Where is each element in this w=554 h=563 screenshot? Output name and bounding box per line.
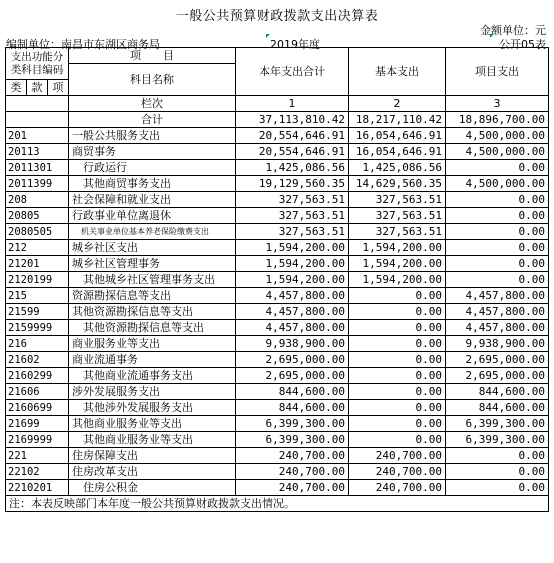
row-name: 住房公积金 [69, 480, 236, 496]
table-row [6, 192, 549, 208]
row-basic: 16,054,646.91 [349, 144, 446, 160]
row-project: 0.00 [446, 208, 549, 224]
header-blank [6, 96, 69, 112]
row-basic: 1,594,200.00 [349, 256, 446, 272]
table-row [6, 400, 549, 416]
row-basic: 240,700.00 [349, 464, 446, 480]
header-kuan: 款 [27, 80, 48, 96]
row-total: 327,563.51 [236, 224, 349, 240]
row-name: 其他商业服务业等支出 [69, 416, 236, 432]
row-project: 4,457,800.00 [446, 288, 549, 304]
row-total: 2,695,000.00 [236, 368, 349, 384]
row-total: 6,399,300.00 [236, 416, 349, 432]
row-basic: 0.00 [349, 304, 446, 320]
row-code: 201 [6, 128, 69, 144]
row-code: 212 [6, 240, 69, 256]
row-name: 城乡社区支出 [69, 240, 236, 256]
header-col2: 2 [349, 96, 446, 112]
row-project: 4,500,000.00 [446, 144, 549, 160]
row-basic: 0.00 [349, 336, 446, 352]
footer-note: 注：本表反映部门本年度一般公共预算财政拨款支出情况。 [6, 496, 549, 512]
row-basic: 0.00 [349, 416, 446, 432]
table-row [6, 352, 549, 368]
row-code: 216 [6, 336, 69, 352]
table-row [6, 416, 549, 432]
sum-label: 合计 [69, 112, 236, 128]
form-number: 公开05表 [499, 38, 546, 51]
row-code: 21201 [6, 256, 69, 272]
row-code: 221 [6, 448, 69, 464]
row-total: 1,594,200.00 [236, 256, 349, 272]
row-code: 2120199 [6, 272, 69, 288]
cell-marker-icon [266, 34, 270, 38]
row-project: 6,399,300.00 [446, 416, 549, 432]
table-row [6, 304, 549, 320]
row-basic: 0.00 [349, 288, 446, 304]
row-name: 涉外发展服务支出 [69, 384, 236, 400]
row-name: 其他城乡社区管理事务支出 [69, 272, 236, 288]
table-row [6, 176, 549, 192]
row-basic: 327,563.51 [349, 208, 446, 224]
row-name: 资源勘探信息等支出 [69, 288, 236, 304]
table-row [6, 288, 549, 304]
row-total: 4,457,800.00 [236, 320, 349, 336]
reporting-org: 编制单位：南昌市东湖区商务局 [6, 38, 160, 51]
row-basic: 16,054,646.91 [349, 128, 446, 144]
row-project: 4,457,800.00 [446, 304, 549, 320]
row-code: 20113 [6, 144, 69, 160]
table-row [6, 128, 549, 144]
row-project: 0.00 [446, 256, 549, 272]
table-row [6, 320, 549, 336]
row-project: 844,600.00 [446, 400, 549, 416]
row-total: 327,563.51 [236, 192, 349, 208]
row-total: 9,938,900.00 [236, 336, 349, 352]
row-name: 行政运行 [69, 160, 236, 176]
row-code: 2160299 [6, 368, 69, 384]
cell-marker-icon [490, 34, 494, 38]
row-name: 其他资源勘探信息等支出 [69, 320, 236, 336]
header-total: 本年支出合计 [236, 48, 349, 96]
row-name: 商业服务业等支出 [69, 336, 236, 352]
row-code: 208 [6, 192, 69, 208]
row-code: 22102 [6, 464, 69, 480]
row-name: 一般公共服务支出 [69, 128, 236, 144]
row-basic: 0.00 [349, 352, 446, 368]
sum-project: 18,896,700.00 [446, 112, 549, 128]
table-row [6, 224, 549, 240]
row-code: 2160699 [6, 400, 69, 416]
table-row [6, 464, 549, 480]
row-project: 6,399,300.00 [446, 432, 549, 448]
row-total: 20,554,646.91 [236, 144, 349, 160]
row-name: 住房保障支出 [69, 448, 236, 464]
row-project: 2,695,000.00 [446, 368, 549, 384]
table-row [6, 480, 549, 496]
row-basic: 0.00 [349, 368, 446, 384]
header-subject-name: 科目名称 [69, 64, 236, 96]
sum-total: 37,113,810.42 [236, 112, 349, 128]
table-row [6, 144, 549, 160]
row-total: 240,700.00 [236, 464, 349, 480]
row-basic: 240,700.00 [349, 480, 446, 496]
row-project: 0.00 [446, 160, 549, 176]
row-code: 2011301 [6, 160, 69, 176]
sum-basic: 18,217,110.42 [349, 112, 446, 128]
row-project: 4,500,000.00 [446, 176, 549, 192]
row-code: 2210201 [6, 480, 69, 496]
header-basic: 基本支出 [349, 48, 446, 96]
expenditure-table [5, 47, 549, 512]
row-name: 社会保障和就业支出 [69, 192, 236, 208]
row-project: 844,600.00 [446, 384, 549, 400]
row-name: 其他商业流通事务支出 [69, 368, 236, 384]
row-project: 9,938,900.00 [446, 336, 549, 352]
row-basic: 1,594,200.00 [349, 272, 446, 288]
row-project: 0.00 [446, 480, 549, 496]
row-code: 2169999 [6, 432, 69, 448]
row-project: 4,500,000.00 [446, 128, 549, 144]
row-name: 商业流通事务 [69, 352, 236, 368]
table-row [6, 384, 549, 400]
fiscal-year: 2019年度 [270, 38, 320, 51]
table-row [6, 368, 549, 384]
row-name: 其他商业服务业等支出 [69, 432, 236, 448]
table-footer [6, 496, 549, 512]
row-code: 21602 [6, 352, 69, 368]
row-total: 4,457,800.00 [236, 288, 349, 304]
row-total: 19,129,560.35 [236, 176, 349, 192]
currency-unit: 金额单位：元 [480, 24, 546, 37]
header-code-group: 支出功能分类科目编码 [6, 48, 69, 80]
row-code: 2011399 [6, 176, 69, 192]
row-total: 240,700.00 [236, 480, 349, 496]
table-row [6, 208, 549, 224]
row-name: 机关事业单位基本养老保险缴费支出 [69, 224, 236, 240]
row-code: 2159999 [6, 320, 69, 336]
row-name: 行政事业单位离退休 [69, 208, 236, 224]
table-row [6, 272, 549, 288]
report-title: 一般公共预算财政拨款支出决算表 [175, 9, 379, 24]
header-project: 项目支出 [446, 48, 549, 96]
row-code: 2080505 [6, 224, 69, 240]
row-total: 20,554,646.91 [236, 128, 349, 144]
row-project: 4,457,800.00 [446, 320, 549, 336]
row-project: 0.00 [446, 448, 549, 464]
header-lanci: 栏次 [69, 96, 236, 112]
row-project: 0.00 [446, 240, 549, 256]
header-col1: 1 [236, 96, 349, 112]
header-xiang: 项 [48, 80, 69, 96]
header-col3: 3 [446, 96, 549, 112]
row-basic: 1,594,200.00 [349, 240, 446, 256]
row-total: 1,594,200.00 [236, 240, 349, 256]
row-total: 6,399,300.00 [236, 432, 349, 448]
row-name: 其他商贸事务支出 [69, 176, 236, 192]
row-total: 2,695,000.00 [236, 352, 349, 368]
row-total: 844,600.00 [236, 400, 349, 416]
row-name: 商贸事务 [69, 144, 236, 160]
row-basic: 1,425,086.56 [349, 160, 446, 176]
row-name: 其他涉外发展服务支出 [69, 400, 236, 416]
row-project: 0.00 [446, 192, 549, 208]
table-row [6, 432, 549, 448]
row-code: 215 [6, 288, 69, 304]
row-name: 住房改革支出 [69, 464, 236, 480]
row-name: 城乡社区管理事务 [69, 256, 236, 272]
row-basic: 240,700.00 [349, 448, 446, 464]
row-total: 4,457,800.00 [236, 304, 349, 320]
row-project: 2,695,000.00 [446, 352, 549, 368]
row-basic: 0.00 [349, 384, 446, 400]
row-basic: 327,563.51 [349, 224, 446, 240]
row-project: 0.00 [446, 224, 549, 240]
row-total: 844,600.00 [236, 384, 349, 400]
row-total: 240,700.00 [236, 448, 349, 464]
row-code: 21606 [6, 384, 69, 400]
row-total: 327,563.51 [236, 208, 349, 224]
row-basic: 0.00 [349, 400, 446, 416]
table-row [6, 336, 549, 352]
row-project: 0.00 [446, 272, 549, 288]
row-total: 1,425,086.56 [236, 160, 349, 176]
row-code: 20805 [6, 208, 69, 224]
table-row [6, 160, 549, 176]
table-row [6, 448, 549, 464]
table-row [6, 240, 549, 256]
table-row [6, 256, 549, 272]
row-project: 0.00 [446, 464, 549, 480]
row-basic: 14,629,560.35 [349, 176, 446, 192]
row-code: 21599 [6, 304, 69, 320]
row-basic: 327,563.51 [349, 192, 446, 208]
row-name: 其他资源勘探信息等支出 [69, 304, 236, 320]
header-lei: 类 [6, 80, 27, 96]
sum-blank [6, 112, 69, 128]
header-item: 项 目 [69, 48, 236, 64]
row-total: 1,594,200.00 [236, 272, 349, 288]
row-basic: 0.00 [349, 432, 446, 448]
row-basic: 0.00 [349, 320, 446, 336]
row-code: 21699 [6, 416, 69, 432]
